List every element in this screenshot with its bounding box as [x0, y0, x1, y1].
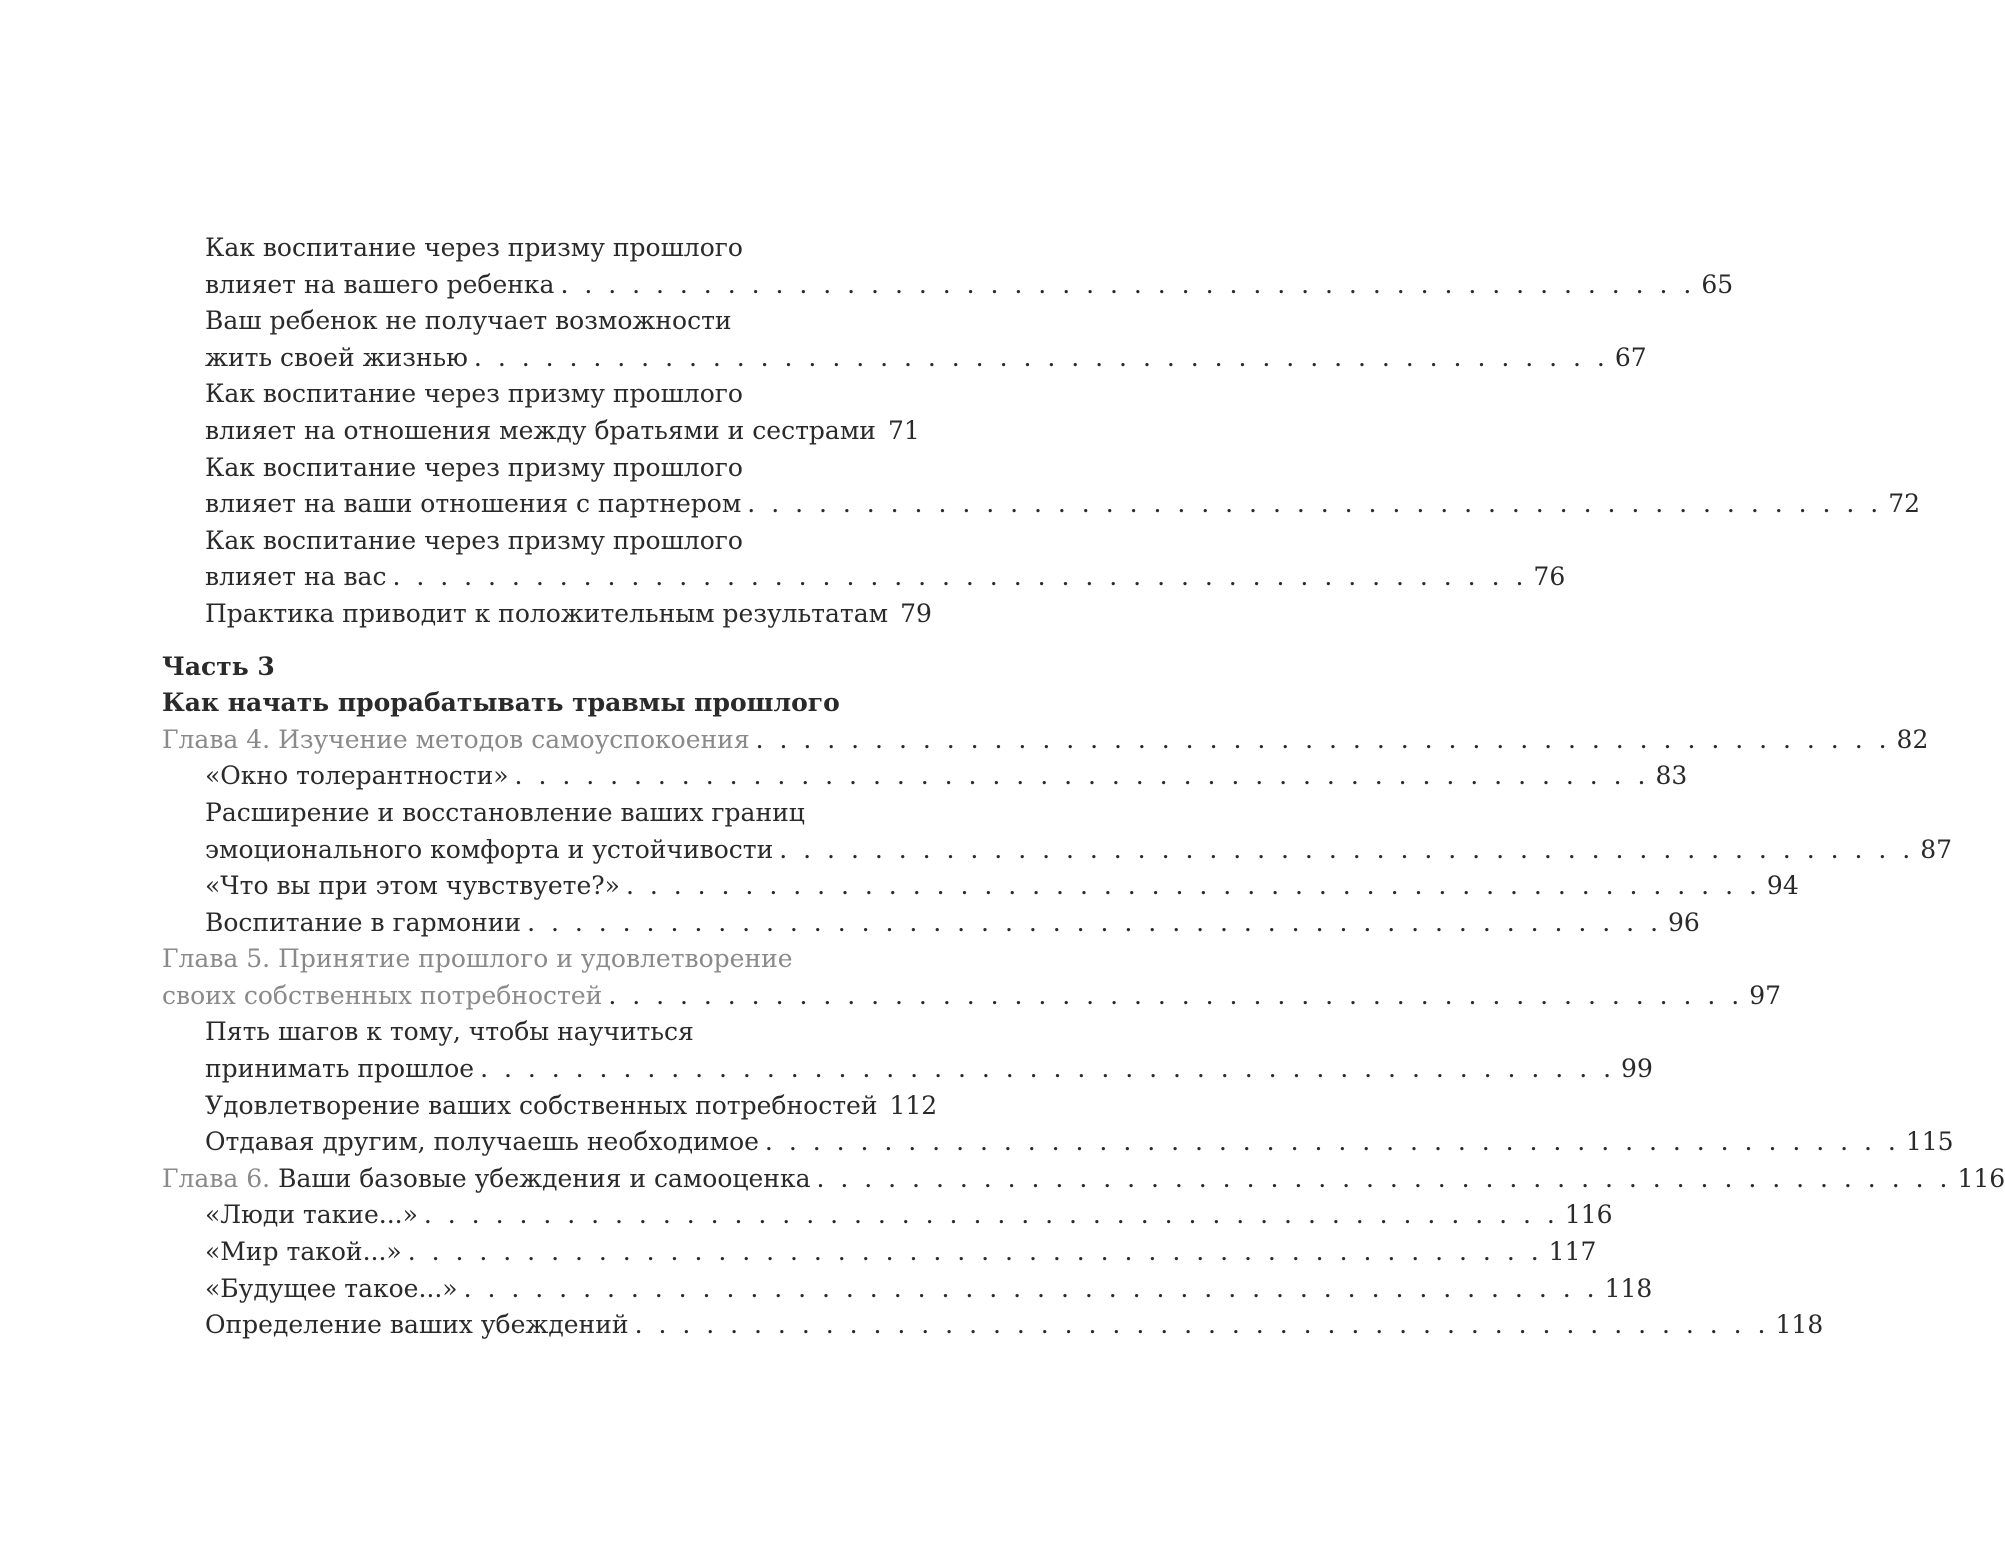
toc-page-number: 79 [900, 598, 932, 628]
leader-dots: . . . . . . . . . . . . . . . . . . . . . . . . . . . . . . . . . . . . . . . . . . . . . . . . [747, 489, 1883, 519]
toc-entry-title: Отдавая другим, получаешь необходимое [205, 1127, 759, 1157]
toc-entry-title: «Будущее такое...» [205, 1273, 458, 1303]
leader-dots: . . . . . . . . . . . . . . . . . . . . . . . . . . . . . . . . . . . . . . . . . . . . . . . . [407, 1237, 1543, 1267]
toc-entry[interactable] [205, 1197, 1613, 1234]
toc-entry-line [205, 450, 915, 487]
toc-entry-line [205, 303, 915, 340]
leader-dots: . . . . . . . . . . . . . . . . . . . . . . . . . . . . . . . . . . . . . . . . . . . . . . . . [608, 980, 1744, 1010]
toc-page-number: 118 [1775, 1310, 1824, 1340]
toc-entry-title: Пять шагов к тому, чтобы научиться [205, 1017, 694, 1047]
toc-page-number: 116 [1564, 1200, 1613, 1230]
toc-page-number: 116 [1957, 1163, 2005, 1193]
toc-entry[interactable] [205, 905, 1700, 942]
leader-dots: . . . . . . . . . . . . . . . . . . . . . . . . . . . . . . . . . . . . . . . . . . . . . . . . [755, 724, 1891, 754]
toc-page-number: 65 [1701, 269, 1734, 299]
toc-entry-title: Ваш ребенок не получает возможности [205, 306, 732, 336]
toc-entry-line [205, 795, 915, 832]
chapter-title: Глава 4. Изучение методов самоуспокоения [162, 724, 750, 754]
leader-dots: . . . . . . . . . . . . . . . . . . . . . . . . . . . . . . . . . . . . . . . . . . . . . . . . [423, 1200, 1559, 1230]
leader-dots: . . . . . . . . . . . . . . . . . . . . . . . . . . . . . . . . . . . . . . . . . . . . . . . . [625, 871, 1761, 901]
leader-dots: . . . . . . . . . . . . . . . . . . . . . . . . . . . . . . . . . . . . . . . . . . . . . . . . [473, 342, 1609, 372]
chapter-title: Глава 5. Принятие прошлого и удовлетворение [162, 944, 793, 974]
toc-entry[interactable] [205, 1051, 1653, 1088]
leader-dots: . . . . . . . . . . . . . . . . . . . . . . . . . . . . . . . . . . . . . . . . . . . . . . . . [514, 761, 1650, 791]
toc-page-number: 76 [1533, 562, 1566, 592]
leader-dots: . . . . . . . . . . . . . . . . . . . . . . . . . . . . . . . . . . . . . . . . . . . . . . . . [634, 1310, 1770, 1340]
leader-dots: . . . . . . . . . . . . . . . . . . . . . . . . . . . . . . . . . . . . . . . . . . . . . . . . [779, 834, 1915, 864]
toc-page-number: 99 [1621, 1054, 1653, 1084]
chapter-title-wrap [162, 1161, 810, 1198]
leader-dots: . . . . . . . . . . . . . . . . . . . . . . . . . . . . . . . . . . . . . . . . . . . . . . . . [463, 1273, 1599, 1303]
toc-entry-title: Как воспитание через призму прошлого [205, 525, 743, 555]
toc-entry-title: «Окно толерантности» [205, 761, 509, 791]
toc-entry[interactable] [205, 1234, 1597, 1271]
toc-page-number: 94 [1766, 871, 1799, 901]
toc-entry-title: Как воспитание через призму прошлого [205, 233, 743, 262]
leader-dots: . . . . . . . . . . . . . . . . . . . . . . . . . . . . . . . . . . . . . . . . . . . . . . . . [392, 562, 1528, 592]
toc-entry-title: эмоционального комфорта и устойчивости [205, 834, 774, 864]
toc-entry-line [205, 230, 915, 267]
toc-entry-title: влияет на вас [205, 562, 387, 592]
toc-entry-title: принимать прошлое [205, 1054, 475, 1084]
leader-dots: . . . . . . . . . . . . . . . . . . . . . . . . . . . . . . . . . . . . . . . . . . . . . . . . [764, 1127, 1900, 1157]
toc-entry-title: Удовлетворение ваших собственных потребностей [205, 1090, 878, 1120]
toc-entry-title: влияет на вашего ребенка [205, 269, 555, 299]
part-title: Как начать прорабатывать травмы прошлого [162, 688, 840, 718]
toc-entry-title: Определение ваших убеждений [205, 1310, 629, 1340]
toc-entry-line [205, 376, 915, 413]
toc-entry-title: влияет на отношения между братьями и сестрами [205, 415, 876, 445]
toc-page-number: 112 [889, 1090, 938, 1120]
leader-dots: . . . . . . . . . . . . . . . . . . . . . . . . . . . . . . . . . . . . . . . . . . . . . . . . [480, 1054, 1616, 1084]
toc-entry-title: Воспитание в гармонии [205, 907, 522, 937]
toc-entry-line [205, 523, 915, 560]
toc-entry[interactable] [205, 267, 1734, 304]
toc-entry[interactable] [205, 559, 1566, 596]
toc-entry-title: «Мир такой...» [205, 1237, 402, 1267]
toc-page-number: 72 [1888, 489, 1921, 519]
leader-dots: . . . . . . . . . . . . . . . . . . . . . . . . . . . . . . . . . . . . . . . . . . . . . . . . [816, 1163, 1952, 1193]
toc-entry-title: «Что вы при этом чувствуете?» [205, 871, 620, 901]
chapter-title: своих собственных потребностей [162, 980, 603, 1010]
toc-entry-line [205, 1014, 915, 1051]
toc-page-number: 118 [1604, 1273, 1653, 1303]
toc-entry[interactable] [205, 486, 1921, 523]
toc-entry-title: «Люди такие...» [205, 1200, 418, 1230]
toc-page-number: 83 [1655, 761, 1688, 791]
toc-entry-title: Как воспитание через призму прошлого [205, 379, 743, 409]
toc-entry[interactable] [205, 1124, 1954, 1161]
toc-entry-title: Практика приводит к положительным результатам [205, 598, 889, 628]
toc-page-number: 87 [1920, 834, 1953, 864]
toc-entry[interactable] [205, 758, 1688, 795]
toc-entry-title: влияет на ваши отношения с партнером [205, 489, 742, 519]
chapter-entry[interactable] [162, 722, 1929, 759]
leader-dots: . . . . . . . . . . . . . . . . . . . . . . . . . . . . . . . . . . . . . . . . . . . . . . . . [527, 907, 1663, 937]
chapter-title-line [162, 941, 915, 978]
leader-dots: . . . . . . . . . . . . . . . . . . . . . . . . . . . . . . . . . . . . . . . . . . . . . . . . [560, 269, 1696, 299]
toc-page-number: 96 [1668, 907, 1700, 937]
part-label: Часть 3 [162, 651, 275, 681]
toc-entry-title: Как воспитание через призму прошлого [205, 452, 743, 482]
toc-entry[interactable] [205, 596, 932, 633]
chapter-entry[interactable] [162, 1161, 2005, 1198]
toc-entry-title: Расширение и восстановление ваших границ [205, 797, 805, 827]
chapter-entry[interactable] [162, 978, 1782, 1015]
toc-entry[interactable] [205, 413, 920, 450]
toc-page-number: 117 [1548, 1237, 1597, 1267]
toc-entry[interactable] [205, 832, 1953, 869]
toc-entry[interactable] [205, 1307, 1824, 1344]
toc-entry[interactable] [205, 340, 1647, 377]
toc-page-number: 82 [1896, 724, 1929, 754]
table-of-contents [0, 230, 2005, 1344]
toc-entry[interactable] [205, 868, 1799, 905]
toc-page-number: 115 [1905, 1127, 1954, 1157]
toc-page-number: 97 [1749, 980, 1782, 1010]
chapter-label: Глава 6. [162, 1163, 271, 1193]
toc-entry[interactable] [205, 1088, 938, 1125]
toc-entry-title: жить своей жизнью [205, 342, 468, 372]
toc-page-number: 67 [1614, 342, 1647, 372]
toc-entry[interactable] [205, 1271, 1653, 1308]
chapter-title: Ваши базовые убеждения и самооценка [278, 1163, 811, 1193]
toc-page-number: 71 [887, 415, 920, 445]
